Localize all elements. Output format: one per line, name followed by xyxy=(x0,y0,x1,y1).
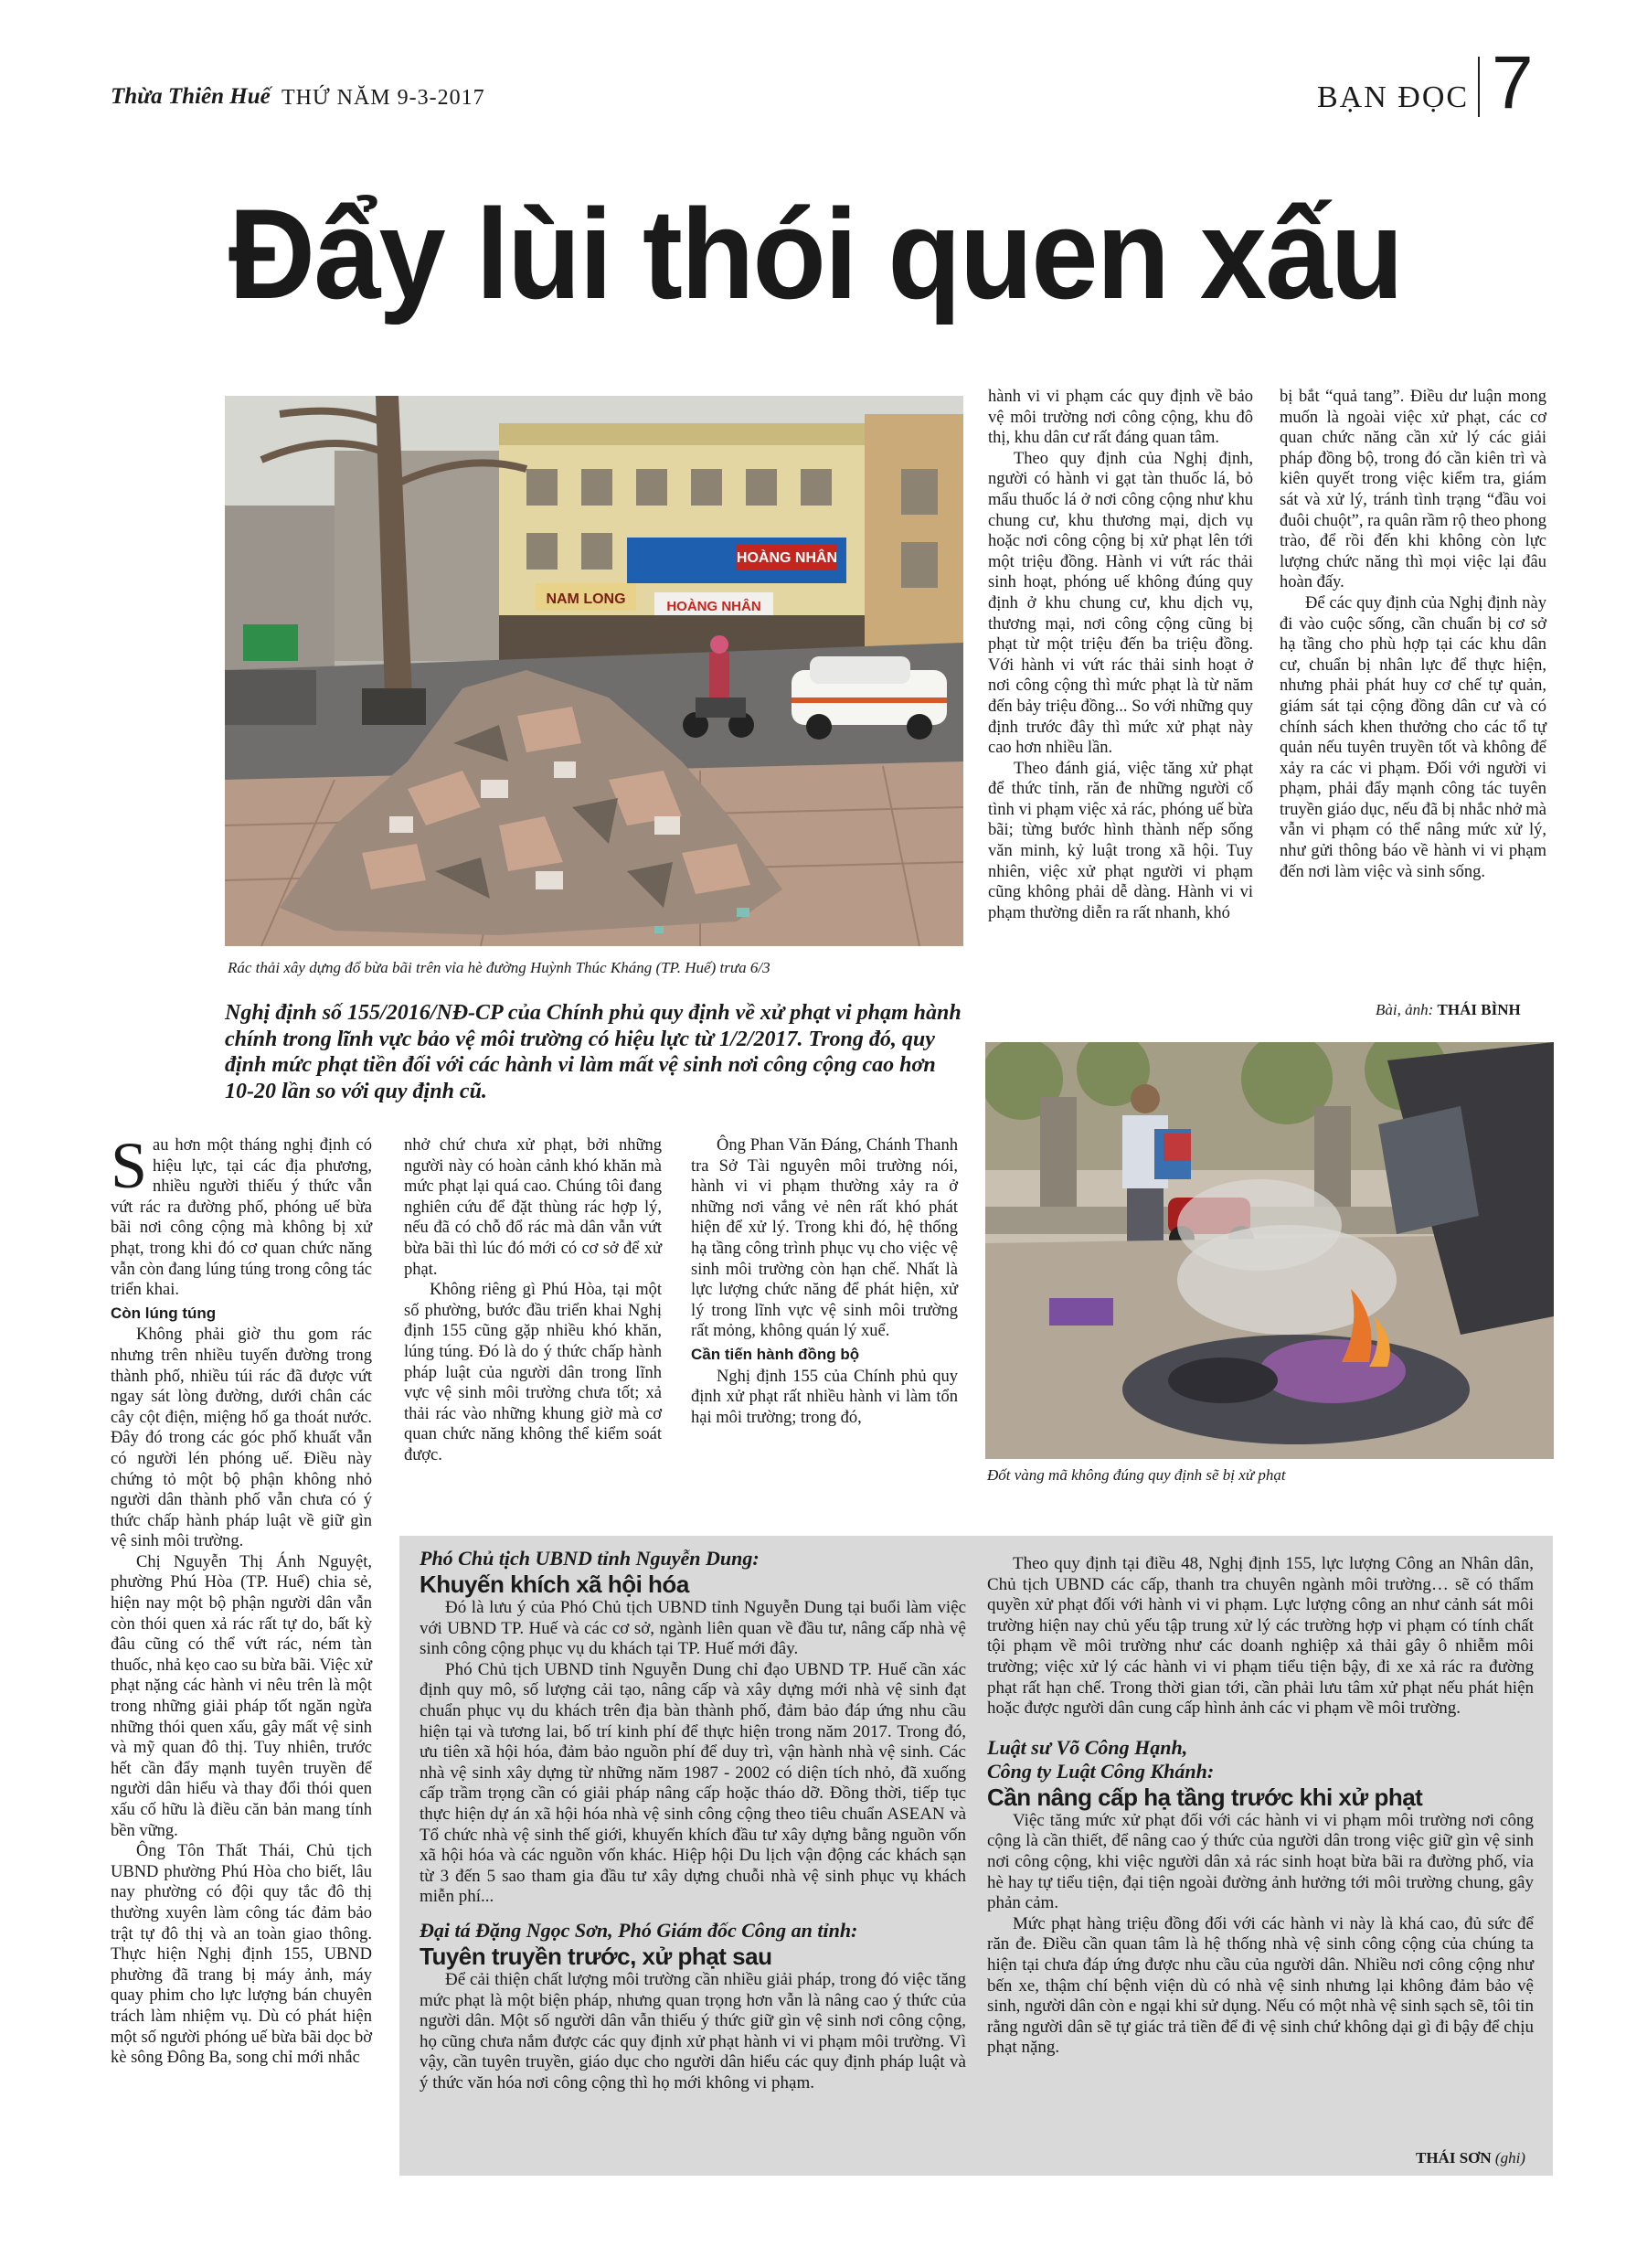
article-intro-text: au hơn một tháng nghị định có hiệu lực, tại các địa phương, nhiều người thiếu ý thức vẫn vứt rác ra đường phố, phóng uế bừa bãi nơi công cộng mà không bị xử phạt, trong khi đó cơ quan chức năng vẫn còn đang lúng túng trong công tác triển khai. xyxy=(111,1136,372,1300)
sign-text-hoang-nhan-1: HOÀNG NHÂN xyxy=(736,550,838,566)
box-paragraph: Phó Chủ tịch UBND tỉnh Nguyễn Dung chỉ đạo UBND TP. Huế cần xác định quy mô, số lượng cải tạo, nâng cấp và xây dựng mới nhà vệ sinh đạt chuẩn phục vụ du khách trên địa bàn thành phố, đảm bảo đáp ứng nhu cầu hiện tại và tương lai, bố trí kinh phí để thực hiện trong năm 2017. Trong đó, ưu tiên xã hội hóa, đảm bảo nguồn phí để duy trì, vận hành nhà vệ sinh. Các nhà vệ sinh xây dựng từ những năm 1987 - 2002 có diện tích nhỏ, đã xuống cấp trầm trọng cần có giải pháp nâng cấp hoặc tháo dỡ. Đồng thời, tiếp tục thực hiện dự án xã hội hóa nhà vệ sinh công cộng theo tiêu chuẩn ASEAN và Tổ chức nhà vệ sinh thế giới, khuyến khích đầu tư xây dựng bằng nguồn vốn xã hội hóa và các nguồn vốn khác. Hiệp hội Du lịch vận động các khách sạn từ 3 đến 5 sao tham gia đầu tư xây dựng chuỗi nhà vệ sinh phục vụ khách miễn phí... xyxy=(420,1659,966,1907)
box-paragraph: Theo quy định tại điều 48, Nghị định 155, lực lượng Công an Nhân dân, Chủ tịch UBND các cấp, thanh tra chuyên ngành môi trường… sẽ có thẩm quyền xử phạt đối với hành vi vi phạm. Lực lượng công an như cảnh sát môi trường hiện nay chủ yếu tập trung xử lý các trường hợp vi phạm có tính chất tội phạm về môi trường như các doanh nghiệp xả thải gây ô nhiễm môi trường; việc xử lý các hành vi vi phạm tiểu tiện bậy, đi xe xả rác ra đường phạt rất hạn chế. Trong thời gian tới, cần phải lưu tâm xử phạt nếu phát hiện hoặc được người dân cung cấp hình ảnh các vi phạm về môi trường. xyxy=(987,1554,1534,1719)
page-number: 7 xyxy=(1492,41,1534,124)
article-paragraph xyxy=(111,1129,372,1301)
article-column-4 xyxy=(988,387,1253,923)
box-speaker-3a: Luật sư Võ Công Hạnh, xyxy=(987,1735,1188,1759)
photo-burning-votive xyxy=(985,1042,1554,1459)
box-signature xyxy=(1416,2149,1525,2167)
article-paragraph: Để các quy định của Nghị định này đi vào cuộc sống, cần chuẩn bị cơ sở hạ tầng cho phù hợp tại các khu dân cư, chuẩn bị nhân lực để thực hiện, nhưng phải phát huy cơ chế tự quản, giám sát tại cộng đồng dân cư và có chính sách khen thưởng cho các tổ tự quản nếu tuyên truyền tốt và không để xảy ra các vi phạm. Đối với người vi phạm, phải đẩy mạnh công tác tuyên truyền giáo dục, nếu đã bị nhắc nhở mà vẫn vi phạm có thể nâng mức xử lý, như gửi thông báo về hành vi vi phạm đến nơi làm việc và sinh sống. xyxy=(1280,593,1546,881)
article-paragraph: Theo đánh giá, việc tăng xử phạt để thức tỉnh, răn đe những người cố tình vi phạm việc xả rác, phóng uế bừa bãi; từng bước hình thành nếp sống văn minh, kỷ luật trong xã hội. Tuy nhiên, việc xử phạt người vi phạm cũng không phải dễ dàng. Hành vi vi phạm thường diễn ra rất nhanh, khó xyxy=(988,759,1253,922)
article-column-5 xyxy=(1280,387,1546,882)
article-paragraph: Nghị định 155 của Chính phủ quy định xử phạt rất nhiều hành vi làm tổn hại môi trường; trong đó, xyxy=(691,1367,958,1427)
photo-street-debris xyxy=(225,396,963,946)
burning-scene-illustration xyxy=(985,1042,1554,1459)
article-paragraph: Ông Tôn Thất Thái, Chủ tịch UBND phường Phú Hòa cho biết, lâu nay phường có đội quy tắc đô thị thường xuyên làm công tác đảm bảo trật tự đô thị và an toàn giao thông. Thực hiện Nghị định 155, UBND phường đã trang bị máy ảnh, máy quay phim cho lực lượng bán chuyên trách làm nhiệm vụ. Dù có phát hiện một số người phóng uế bừa bãi dọc bờ kè sông Đông Ba, song chỉ mới nhắc xyxy=(111,1842,372,2068)
article-column-2 xyxy=(404,1135,662,1466)
photo1-caption: Rác thải xây dựng đổ bừa bãi trên vỉa hè đường Huỳnh Thúc Kháng (TP. Huế) trưa 6/3 xyxy=(228,959,770,976)
sign-text-hoang-nhan-2: HOÀNG NHÂN xyxy=(666,599,761,614)
box-heading-3: Cần nâng cấp hạ tầng trước khi xử phạt xyxy=(987,1783,1423,1811)
article-paragraph: nhở chứ chưa xử phạt, bởi những người này có hoàn cảnh khó khăn mà mức phạt lại quá cao. Chúng tôi đang nghiên cứu để đặt thùng rác hợp lý, nếu đã có chỗ đổ rác mà dân vẫn vứt bừa bãi thì lúc đó mới có cơ sở để xử phạt. xyxy=(404,1136,662,1279)
box-paragraph: Việc tăng mức xử phạt đối với các hành vi vi phạm môi trường nơi công cộng là cần thiết, để nâng cao ý thức của người dân trong việc giữ gìn vệ sinh nơi công cộng, khi việc người dân xả rác sinh hoạt bừa bãi ra đường phố, vỉa hè hay tự tiểu tiện, đại tiện ngoài đường ảnh hưởng tới môi trường chung, gây phản cảm. xyxy=(987,1810,1534,1913)
box-signature-suffix: (ghi) xyxy=(1491,2149,1525,2167)
lead-paragraph: Nghị định số 155/2016/NĐ-CP của Chính phủ quy định về xử phạt vi phạm hành chính trong lĩnh vực bảo vệ môi trường có hiệu lực từ 1/2/2017. Trong đó, quy định mức phạt tiền đối với các hành vi làm mất vệ sinh nơi công cộng cao hơn 10-20 lần so với quy định cũ. xyxy=(225,1001,962,1103)
box-heading-2: Tuyên truyền trước, xử phạt sau xyxy=(420,1942,772,1970)
box-column-left xyxy=(420,1547,966,2093)
masthead: Thừa Thiên Huế xyxy=(111,84,271,109)
article-column-1 xyxy=(111,1129,372,2069)
box-column-right xyxy=(987,1554,1534,2059)
article-column-3 xyxy=(691,1135,958,1428)
box-paragraph: Để cải thiện chất lượng môi trường cần nhiều giải pháp, trong đó việc tăng mức phạt là một biện pháp, nhưng quan trọng hơn vẫn là nâng cao ý thức của người dân. Một số người dân vẫn thiếu ý thức giữ gìn vệ sinh nơi công cộng, họ cũng chưa nắm được các quy định xử phạt hành vi vi phạm môi trường. Vì vậy, cần tuyên truyền, giáo dục cho người dân hiểu các quy định pháp luật và ý thức văn hóa nơi công cộng thì họ mới không vi phạm. xyxy=(420,1969,966,2092)
subheading-can-tien-hanh-dong-bo: Cần tiến hành đồng bộ xyxy=(691,1345,860,1363)
street-scene-illustration xyxy=(225,396,963,946)
section-name: BẠN ĐỌC xyxy=(1317,80,1470,114)
box-signature-name: THÁI SƠN xyxy=(1416,2149,1492,2167)
byline xyxy=(1376,1001,1521,1019)
issue-date: THỨ NĂM 9-3-2017 xyxy=(282,86,485,110)
box-paragraph: Đó là lưu ý của Phó Chủ tịch UBND tỉnh Nguyễn Dung tại buổi làm việc với UBND TP. Huế và các cơ sở, ngành liên quan về đầu tư, nâng cấp nhà vệ sinh công cộng phục vụ du khách tại TP. Huế mới đây. xyxy=(420,1598,966,1659)
byline-name: THÁI BÌNH xyxy=(1437,1001,1521,1018)
box-speaker-3b: Công ty Luật Công Khánh: xyxy=(987,1759,1215,1783)
box-heading-1: Khuyến khích xã hội hóa xyxy=(420,1571,689,1598)
article-paragraph: Chị Nguyễn Thị Ánh Nguyệt, phường Phú Hòa (TP. Huế) chia sẻ, hiện nay một bộ phận người dân vẫn còn thói quen xả rác rất tự do, bất kỳ đâu cũng có thể vứt rác, ném tàn thuốc, nhả kẹo cao su bừa bãi. Việc xử phạt nặng các hành vi nêu trên là một trong những giải pháp tốt ngăn ngừa những thói quen xấu, gây mất vệ sinh và mỹ quan đô thị. Tuy nhiên, trước hết cần đẩy mạnh tuyên truyền để người dân hiểu và thay đổi thói quen xấu cố hữu là điều căn bản mang tính bền vững. xyxy=(111,1552,372,1840)
article-paragraph: hành vi vi phạm các quy định về bảo vệ môi trường nơi công cộng, khu đô thị, khu dân cư rất đáng quan tâm. xyxy=(988,388,1253,448)
article-paragraph: Ông Phan Văn Đáng, Chánh Thanh tra Sở Tài nguyên môi trường nói, hành vi vi phạm thường xảy ra ở những nơi vắng vẻ nên rất khó phát hiện để xử lý. Trong khi đó, hệ thống hạ tầng công trình phục vụ cho việc vệ sinh môi trường còn hạn chế. Nhất là lực lượng chức năng để phát hiện, xử lý trong lĩnh vực vệ sinh môi trường rất mỏng, không quán lý xuể. xyxy=(691,1136,958,1341)
headline: Đẩy lùi thói quen xấu xyxy=(228,182,1402,325)
article-paragraph: Theo quy định của Nghị định, người có hành vi gạt tàn thuốc lá, bỏ mẩu thuốc lá ở nơi công cộng như khu chung cư, khu thương mại, dịch vụ hoặc nơi công cộng bị xử phạt lên tới một triệu đồng. Hành vi vứt rác thải sinh hoạt, phóng uế không đúng quy định ở khu chung cư, khu dịch vụ, thương mại, nơi công cộng cũng bị phạt từ một triệu đến ba triệu đồng. Với hành vi vứt rác thải sinh hoạt ở nơi công cộng thì mức phạt là từ năm đến bảy triệu đồng... So với những quy định trước đây thì mức xử phạt này cao hơn nhiều lần. xyxy=(988,449,1253,758)
box-speaker-2: Đại tá Đặng Ngọc Sơn, Phó Giám đốc Công an tỉnh: xyxy=(420,1918,858,1942)
sign-text-nam-long: NAM LONG xyxy=(546,591,626,607)
header-divider xyxy=(1478,57,1480,117)
box-speaker-1: Phó Chủ tịch UBND tỉnh Nguyễn Dung: xyxy=(420,1547,760,1570)
byline-prefix: Bài, ảnh: xyxy=(1376,1001,1438,1018)
article-paragraph: Không riêng gì Phú Hòa, tại một số phường, bước đầu triển khai Nghị định 155 cũng gặp nhiều khó khăn, lúng túng. Đó là do ý thức chấp hành pháp luật của người dân trong lĩnh vực vệ sinh môi trường chưa tốt; xả thải rác vào những khung giờ mà cơ quan chức năng không thể kiểm soát được. xyxy=(404,1281,662,1464)
photo2-caption: Đốt vàng mã không đúng quy định sẽ bị xử phạt xyxy=(987,1466,1286,1484)
article-paragraph: bị bắt “quả tang”. Điều dư luận mong muốn là ngoài việc xử phạt, các cơ quan chức năng cần xử lý các giải pháp đồng bộ, trong đó cần kiên trì và kiên quyết trong việc kiểm tra, giám sát và xử lý, tránh tình trạng “đầu voi đuôi chuột”, ra quân rầm rộ theo phong trào, để rồi đến khi không còn lực lượng chức năng thì mọi việc lại đâu hoàn đấy. xyxy=(1280,388,1546,592)
drop-cap: S xyxy=(111,1129,148,1202)
subheading-con-lung-tung: Còn lúng túng xyxy=(111,1304,217,1322)
box-paragraph: Mức phạt hàng triệu đồng đối với các hành vi này là khá cao, đủ sức để răn đe. Điều cần quan tâm là hệ thống nhà vệ sinh công cộng của chúng ta hiện tại chưa đáp ứng được nhu cầu của người dân. Nhiều nơi công cộng như bến xe, thậm chí bệnh viện dù có nhà vệ sinh nhưng lại không đảm bảo vệ sinh, người dân còn e ngại khi sử dụng. Nếu có một nhà vệ sinh sạch sẽ, tôi tin rằng người dân sẽ tự giác trả tiền để đi vệ sinh chứ không dại gì đi bậy để chịu phạt nặng. xyxy=(987,1913,1534,2058)
article-paragraph: Không phải giờ thu gom rác nhưng trên nhiều tuyến đường trong thành phố, nhiều túi rác đã được vứt ngay sát lòng đường, dưới chân các cây cột điện, miệng hố ga thoát nước. Đây đó trong các góc phố khuất vẫn có người lén phóng uế. Điều này chứng tỏ một bộ phận không nhỏ người dân thành phố vẫn chưa có ý thức chấp hành pháp luật về giữ gìn vệ sinh môi trường. xyxy=(111,1326,372,1551)
